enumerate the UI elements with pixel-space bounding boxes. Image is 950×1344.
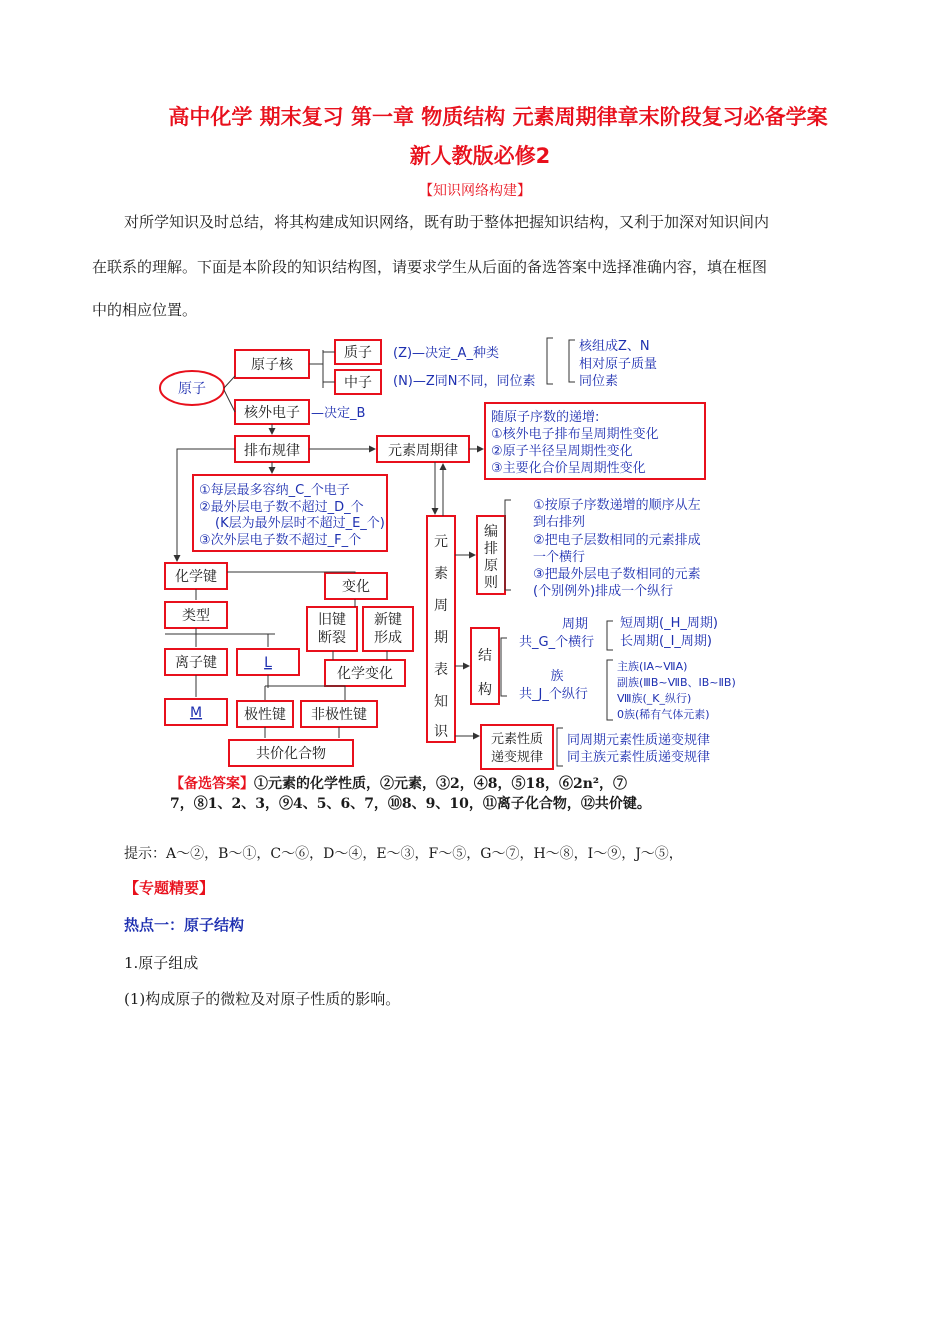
proton-label: 质子 bbox=[344, 345, 372, 361]
old-bond-label: 旧键 bbox=[318, 612, 346, 628]
group-label: 族 bbox=[550, 669, 564, 684]
trend-line-1: 随原子序数的递增: bbox=[491, 410, 600, 425]
same-group-law-text: 同主族元素性质递变规律 bbox=[567, 750, 711, 765]
hint-text: 提示：A～②，B～①，C～⑥，D～④，E～③，F～⑤，G～⑦，H～⑧，I～⑨，J～⑤， bbox=[124, 846, 683, 862]
compile-rule-line: 一个横行 bbox=[533, 550, 586, 565]
answers-text-1: ①元素的化学性质，②元素，③2，④8，⑤18，⑥2n²，⑦ bbox=[254, 776, 628, 792]
table-knowledge-char: 期 bbox=[434, 630, 448, 646]
group-zero-text: 0族(稀有气体元素) bbox=[617, 708, 710, 721]
trend-line-2: ①核外电子排布呈周期性变化 bbox=[491, 427, 659, 442]
type-label: 类型 bbox=[182, 608, 210, 624]
item-1-sub: (1)构成原子的微粒及对原子性质的影响。 bbox=[124, 990, 401, 1008]
new-bond-label: 形成 bbox=[374, 630, 402, 646]
trend-line-4: ③主要化合价呈周期性变化 bbox=[491, 461, 646, 476]
period-total-text: 共_G_个横行 bbox=[519, 635, 595, 650]
polar-bond-label: 极性键 bbox=[244, 707, 286, 723]
sub-group-text: 副族(ⅢB~ⅦB、ⅠB~ⅡB) bbox=[617, 676, 736, 689]
compile-rule-line: ③把最外层电子数相同的元素 bbox=[533, 567, 701, 582]
periodic-law-label: 元素周期律 bbox=[388, 443, 458, 459]
table-knowledge-char: 识 bbox=[434, 724, 448, 740]
property-law-label: 元素性质 bbox=[490, 732, 544, 747]
table-knowledge-char: 表 bbox=[434, 662, 448, 678]
answers-line-1 bbox=[170, 773, 627, 793]
answers-label: 【备选答案】 bbox=[170, 776, 254, 792]
nucleus-label: 原子核 bbox=[251, 357, 293, 373]
new-bond-label: 新键 bbox=[374, 612, 402, 628]
property-law-label: 递变规律 bbox=[490, 750, 544, 765]
group-total-text: 共_J_个纵行 bbox=[519, 687, 588, 702]
section-heading-network: 【知识网络构建】 bbox=[419, 183, 531, 199]
decides-b-text: —决定_B bbox=[311, 406, 366, 421]
section-heading-focus: 【专题精要】 bbox=[124, 879, 215, 897]
isotope-text: 同位素 bbox=[579, 374, 619, 389]
ionic-bond-label: 离子键 bbox=[175, 655, 217, 671]
compile-rule-line: 到右排列 bbox=[533, 515, 586, 530]
nonpolar-bond-label: 非极性键 bbox=[311, 707, 367, 723]
compile-rule-line: ①按原子序数递增的顺序从左 bbox=[533, 498, 701, 513]
table-knowledge-char: 知 bbox=[434, 694, 448, 710]
period-label: 周期 bbox=[561, 617, 589, 632]
compile-char: 则 bbox=[484, 575, 498, 591]
extranuclear-label: 核外电子 bbox=[244, 405, 300, 421]
change-label: 变化 bbox=[342, 579, 370, 595]
hotspot-heading: 热点一：原子结构 bbox=[124, 916, 245, 934]
same-period-law-text: 同周期元素性质递变规律 bbox=[567, 733, 711, 748]
knowledge-diagram bbox=[155, 328, 795, 773]
trend-line-3: ②原子半径呈周期性变化 bbox=[491, 444, 633, 459]
nucleus-composition-text: 核组成Z、N bbox=[579, 339, 650, 354]
structure-char: 结 bbox=[478, 648, 492, 664]
page-subtitle: 新人教版必修2 bbox=[409, 144, 551, 168]
rule-line-2: ②最外层电子数不超过_D_个 bbox=[199, 500, 364, 515]
group-viii-text: Ⅷ族(_K_纵行) bbox=[617, 692, 692, 705]
intro-line-2: 在联系的理解。下面是本阶段的知识结构图，请要求学生从后面的备选答案中选择准确内容，填在框图 bbox=[92, 258, 768, 276]
neutron-label: 中子 bbox=[344, 375, 372, 391]
m-label: M bbox=[189, 705, 203, 721]
n-note-text: (N)—Z同N不同，同位素 bbox=[393, 374, 536, 389]
old-bond-label: 断裂 bbox=[318, 630, 346, 646]
compile-char: 原 bbox=[484, 558, 498, 574]
compile-char: 编 bbox=[484, 524, 498, 540]
short-period-text: 短周期(_H_周期) bbox=[620, 616, 718, 631]
long-period-text: 长周期(_I_周期) bbox=[620, 634, 712, 649]
table-knowledge-char: 素 bbox=[434, 566, 448, 582]
intro-line-1: 对所学知识及时总结，将其构建成知识网络，既有助于整体把握知识结构，又利于加深对知识间内 bbox=[124, 213, 770, 231]
page-title: 高中化学 期末复习 第一章 物质结构 元素周期律章末阶段复习必备学案 bbox=[168, 105, 828, 129]
main-group-text: 主族(ⅠA~ⅦA) bbox=[617, 660, 688, 673]
answers-text-2: 7，⑧1、2、3，⑨4、5、6、7，⑩8、9、10，⑪离子化合物，⑫共价键。 bbox=[170, 796, 651, 812]
item-1-heading: 1.原子组成 bbox=[124, 954, 199, 972]
chem-change-label: 化学变化 bbox=[337, 666, 393, 682]
rule-line-3: (K层为最外层时不超过_E_个) bbox=[215, 516, 385, 531]
l-label: L bbox=[264, 655, 272, 671]
structure-char: 构 bbox=[478, 682, 492, 698]
relative-mass-text: 相对原子质量 bbox=[579, 357, 658, 372]
chem-bond-label: 化学键 bbox=[175, 569, 217, 585]
covalent-compound-label: 共价化合物 bbox=[256, 746, 326, 762]
compile-rule-line: ②把电子层数相同的元素排成 bbox=[533, 533, 701, 548]
z-decides-text: (Z)—决定_A_种类 bbox=[393, 346, 499, 361]
rule-line-1: ①每层最多容纳_C_个电子 bbox=[199, 483, 350, 498]
compile-rule-line: (个别例外)排成一个纵行 bbox=[533, 584, 674, 599]
compile-char: 排 bbox=[484, 541, 498, 557]
arrangement-label: 排布规律 bbox=[244, 443, 300, 459]
intro-line-3: 中的相应位置。 bbox=[92, 301, 198, 319]
atom-label: 原子 bbox=[178, 381, 206, 397]
table-knowledge-char: 周 bbox=[434, 598, 448, 614]
table-knowledge-char: 元 bbox=[434, 534, 448, 550]
rule-line-4: ③次外层电子数不超过_F_个 bbox=[199, 533, 362, 548]
